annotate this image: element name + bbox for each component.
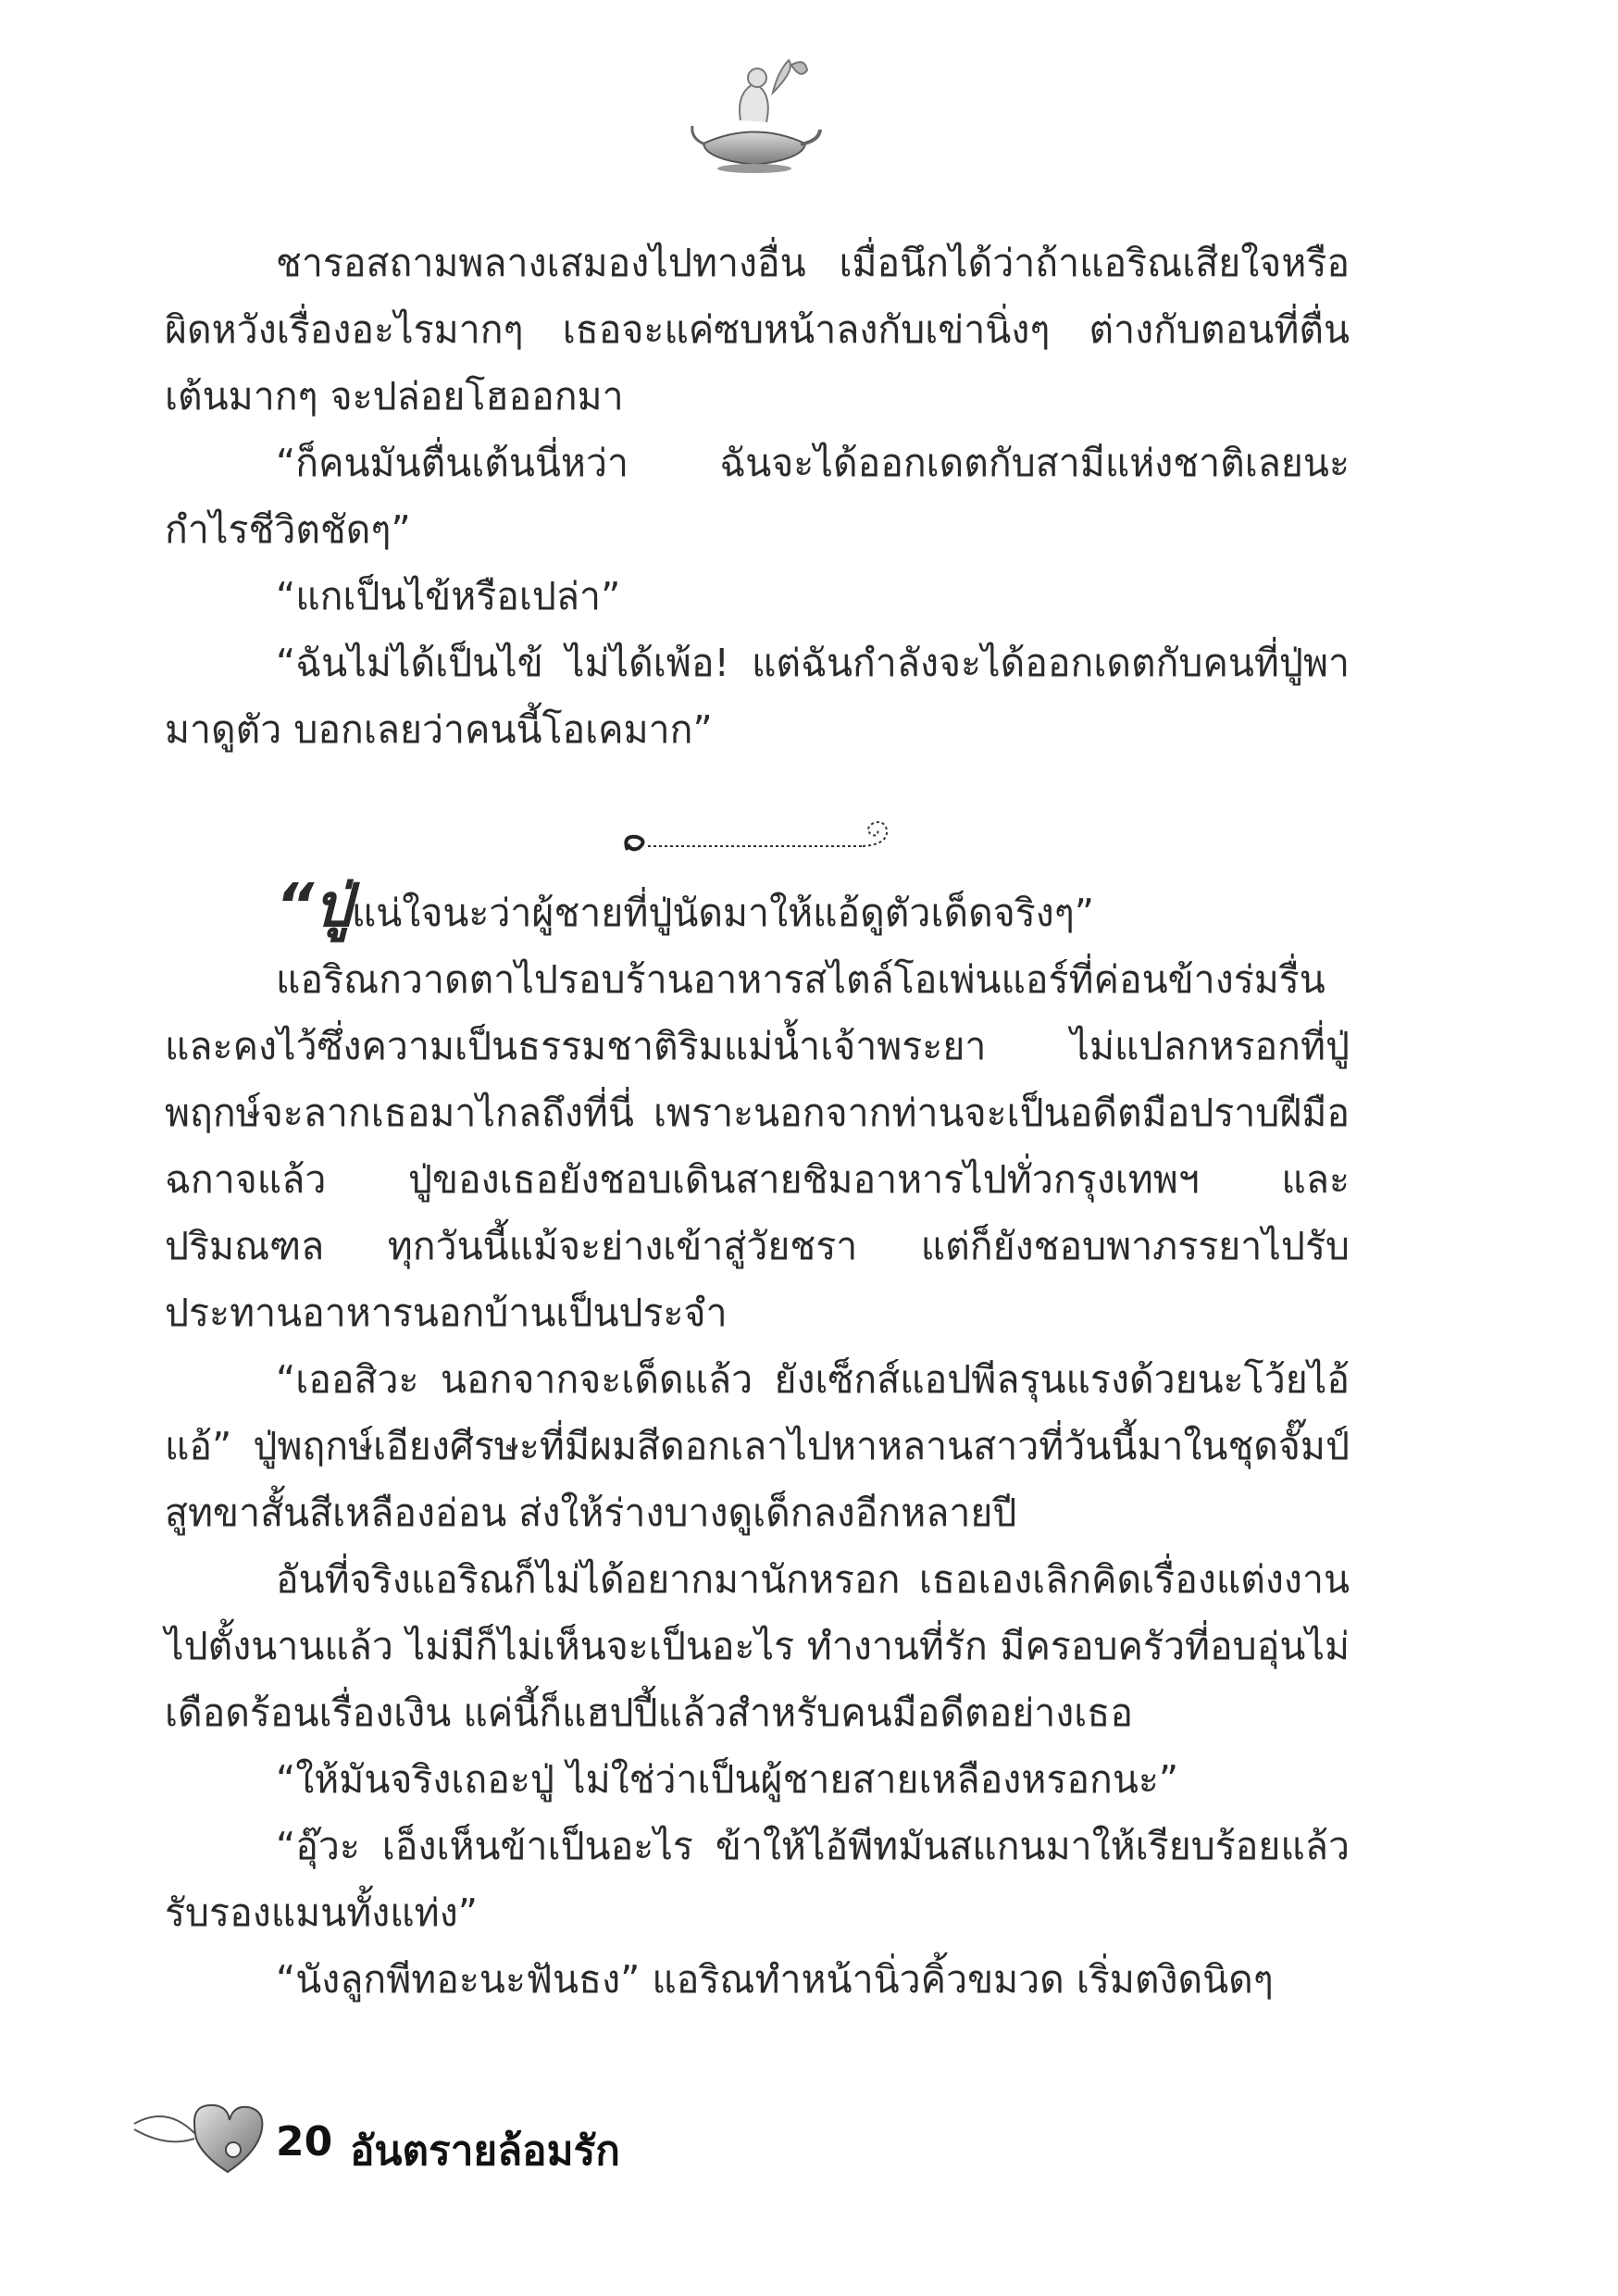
paragraph: “นังลูกพีทอะนะฟันธง” แอริณทำหน้านิ่วคิ้วขมวด เริ่มตงิดนิดๆ	[276, 1957, 1274, 2002]
paragraph: อันที่จริงแอริณก็ไม่ได้อยากมานักหรอก เธอเองเลิกคิดเรื่องแต่งงานไปตั้งนานแล้ว ไม่มีก็ไม่เห็นจะเป็นอะไร ทำงานที่รัก มีครอบครัวที่อบอุ่นไม่เดือดร้อนเรื่องเงิน แค่นี้ก็แฮปปี้แล้วสำหรับคนมือดีตอย่างเธอ	[165, 1557, 1350, 1735]
paragraph: “แกเป็นไข้หรือเปล่า”	[276, 574, 621, 618]
paragraph: “ฉันไม่ได้เป็นไข้ ไม่ได้เพ้อ! แต่ฉันกำลังจะได้ออกเดตกับคนที่ปู่พามาดูตัว บอกเลยว่าคนนี้โอเคมาก”	[165, 641, 1350, 752]
paragraph: “อุ๊วะ เอ็งเห็นข้าเป็นอะไร ข้าให้ไอ้พีทมันสแกนมาให้เรียบร้อยแล้วรับรองแมนทั้งแท่ง”	[165, 1824, 1350, 1935]
swirl-divider-icon	[620, 817, 898, 859]
cupid-teapot-icon	[685, 56, 824, 176]
paragraph: “ให้มันจริงเถอะปู่ ไม่ใช่ว่าเป็นผู้ชายสายเหลืองหรอกนะ”	[276, 1757, 1179, 1802]
page-footer	[130, 2096, 963, 2179]
book-title: อันตรายล้อมรัก	[350, 2128, 620, 2175]
paragraph: แอริณกวาดตาไปรอบร้านอาหารสไตล์โอเพ่นแอร์ที่ค่อนข้างร่มรื่นและคงไว้ซึ่งความเป็นธรรมชาติริมแม่น้ำเจ้าพระยา ไม่แปลกหรอกที่ปู่พฤกษ์จะลากเธอมาไกลถึงที่นี่ เพราะนอกจากท่านจะเป็นอดีตมือปราบฝีมือฉกาจแล้ว ปู่ของเธอยังชอบเดินสายชิมอาหารไปทั่วกรุงเทพฯ และปริมณฑล ทุกวันนี้แม้จะย่างเข้าสู่วัยชรา แต่ก็ยังชอบพาภรรยาไปรับประทานอาหารนอกบ้านเป็นประจำ	[165, 957, 1350, 1335]
text-block-2	[165, 872, 1350, 2013]
paragraph: “ก็คนมันตื่นเต้นนี่หว่า ฉันจะได้ออกเดตกับสามีแห่งชาติเลยนะ กำไรชีวิตชัดๆ”	[165, 441, 1350, 552]
paragraph	[165, 872, 1350, 946]
dropcap: “ปู่	[276, 872, 352, 941]
text-block-1	[165, 230, 1350, 763]
paragraph-text: แน่ใจนะว่าผู้ชายที่ปู่นัดมาให้แอ้ดูตัวเด็ดจริงๆ”	[351, 891, 1095, 935]
heart-stethoscope-icon	[130, 2096, 268, 2179]
page-number: 20	[276, 2118, 333, 2165]
paragraph: “เออสิวะ นอกจากจะเด็ดแล้ว ยังเซ็กส์แอปพีลรุนแรงด้วยนะโว้ยไอ้แอ้” ปู่พฤกษ์เอียงศีรษะที่มีผมสีดอกเลาไปหาหลานสาวที่วันนี้มาในชุดจั๊มป์สูทขาสั้นสีเหลืองอ่อน ส่งให้ร่างบางดูเด็กลงอีกหลายปี	[165, 1357, 1350, 1535]
paragraph: ชารอสถามพลางเสมองไปทางอื่น เมื่อนึกได้ว่าถ้าแอริณเสียใจหรือผิดหวังเรื่องอะไรมากๆ เธอจะแค่ซบหน้าลงกับเข่านิ่งๆ ต่างกับตอนที่ตื่นเต้นมากๆ จะปล่อยโฮออกมา	[165, 241, 1350, 418]
